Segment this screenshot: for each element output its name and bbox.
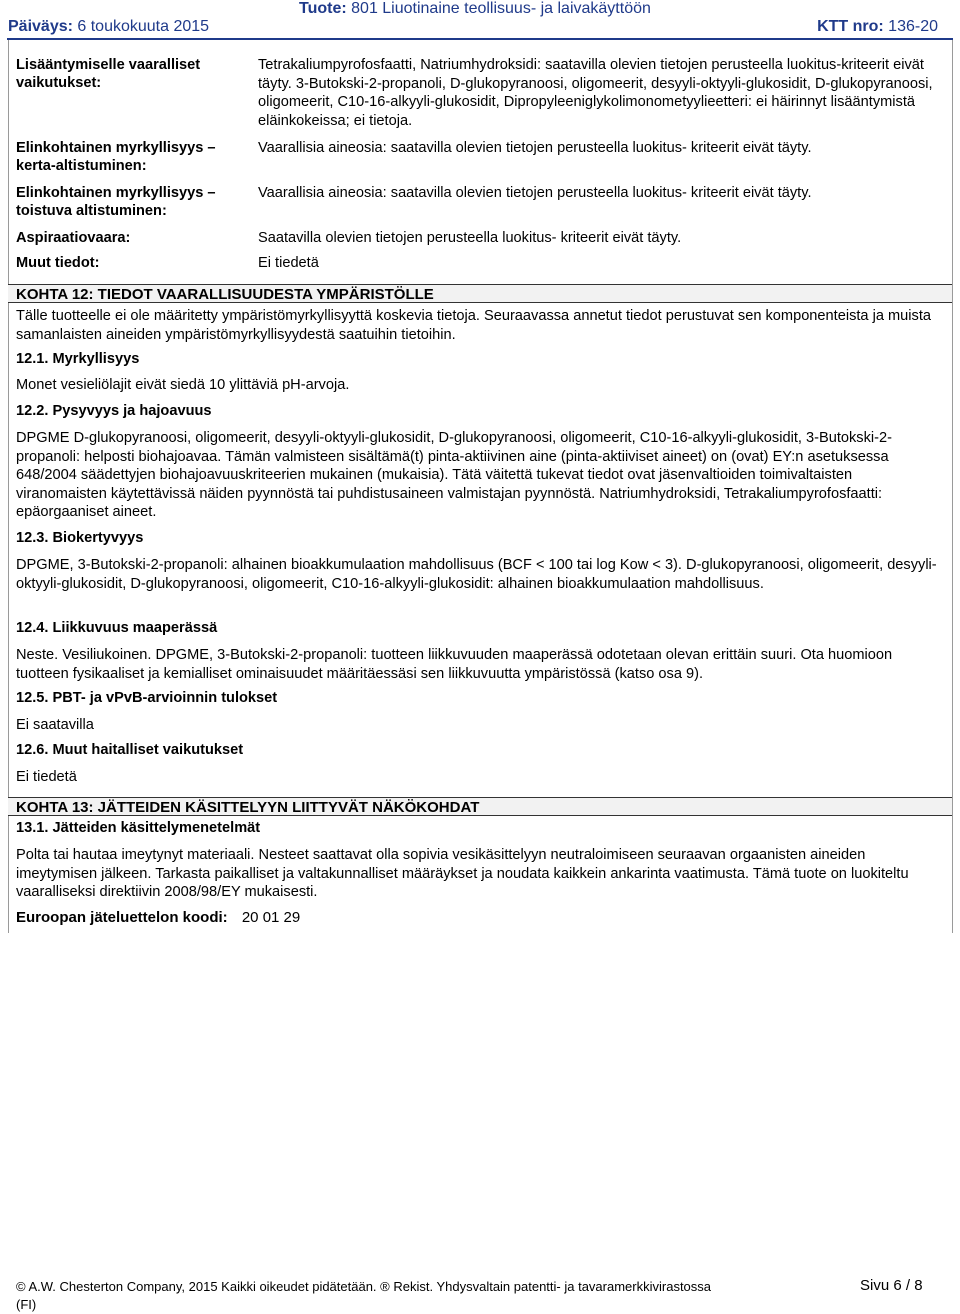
subsection-12-4-text: Neste. Vesiliukoinen. DPGME, 3-Butokski-2-propanoli: tuotteen liikkuvuuden maaperässä odotetaan olevan erittäin suuri. Ota huomioon tuotteen fysikaaliset ja kemialliset ominaisuudet määritäessäsi sen liikkuvuutta ympäristössä (katso osa 9). — [16, 647, 893, 682]
section-13-heading: KOHTA 13: JÄTTEIDEN KÄSITTELYYN LIITTYVÄT NÄKÖKOHDAT — [8, 797, 952, 816]
date-value: 6 toukokuuta 2015 — [77, 18, 210, 35]
aspiration-value: Saatavilla olevien tietojen perusteella luokitus- kriteerit eivät täyty. — [258, 230, 682, 246]
date-label: Päiväys: — [8, 18, 73, 35]
single-exposure-value: Vaarallisia aineosia: saatavilla olevien tietojen perusteella luokitus- kriteerit eivät täyty. — [258, 140, 812, 156]
ktt-label: KTT nro: — [817, 18, 884, 35]
single-exposure-label: Elinkohtainen myrkyllisyys – kerta-altistuminen: — [16, 140, 216, 174]
subsection-12-3-text: DPGME, 3-Butokski-2-propanoli: alhainen bioakkumulaation mahdollisuus (BCF < 100 tai log Kow < 3). D-glukopyranoosi, oligomeerit, desyyli-oktyyli-glukosidit, D-glukopyranoosi, oligomeerit, C10-16-alkyyli-glukosidit: alhainen bioakkumulaation mahdollisuus. — [16, 557, 937, 592]
aspiration-label: Aspiraatiovaara: — [16, 230, 131, 246]
subsection-12-3-title: 12.3. Biokertyvyys — [16, 530, 144, 546]
right-border — [952, 40, 953, 933]
subsection-12-4-title: 12.4. Liikkuvuus maaperässä — [16, 620, 218, 636]
subsection-12-6-title: 12.6. Muut haitalliset vaikutukset — [16, 742, 244, 758]
section-12-intro: Tälle tuotteelle ei ole määritetty ympäristömyrkyllisyyttä koskevia tietoja. Seuraavassa annetut tiedot perustuvat sen komponenteista ja muista samanlaisten aineiden ympäristömyrkyllisyydestä saatuihin tietoihin. — [16, 308, 931, 343]
repeated-exposure-label: Elinkohtainen myrkyllisyys – toistuva altistuminen: — [16, 185, 216, 219]
subsection-12-2-text: DPGME D-glukopyranoosi, oligomeerit, desyyli-oktyyli-glukosidit, D-glukopyranoosi, oligomeerit, C10-16-alkyyli-glukosidit, 3-Butokski-2-propanoli: helposti biohajoavaa. Tämän valmisteen sisältämä(t) pinta-aktiivinen aine (pinta-aktiiviset aineet) on (ovat) EY:n asetuksessa 648/2004 säädettyjen biohajoavuuskriteerien mukainen (mukaisia). Tätä väitettä tukevat tiedot ovat jäsenvaltioiden toimivaltaisten viranomaisten käytettävissä näiden pyynnöstä tai puhdistusaineen valmistajan pyynnöstä. Natriumhydroksidi, Tetrakaliumpyrofosfaatti: epäorgaaniset aineet. — [16, 430, 892, 520]
header-product — [299, 0, 651, 18]
repro-value: Tetrakaliumpyrofosfaatti, Natriumhydroksidi: saatavilla olevien tietojen perusteella luokitus-kriteerit eivät täyty. 3-Butokski-2-propanoli, D-glukopyranoosi, oligomeerit, desyyli-oktyyli-glukosidit, D-glukopyranoosi, oligomeerit, C10-16-alkyyli-glukosidit, Dipropyleeniglykolimonometyylieetteri: ei häirinnyt lisääntymistä eläinkokeissa; ei tietoja. — [258, 57, 933, 129]
page-number: Sivu 6 / 8 — [860, 1277, 923, 1294]
waste-code-row — [16, 909, 946, 928]
other-info-value: Ei tiedetä — [258, 255, 319, 271]
header-divider — [7, 38, 953, 40]
subsection-12-6-text: Ei tiedetä — [16, 769, 77, 785]
locale-text: (FI) — [16, 1297, 37, 1312]
other-info-label: Muut tiedot: — [16, 255, 100, 271]
subsection-12-1-text: Monet vesieliölajit eivät siedä 10 ylittäviä pH-arvoja. — [16, 377, 350, 393]
section-12-heading: KOHTA 12: TIEDOT VAARALLISUUDESTA YMPÄRISTÖLLE — [8, 284, 952, 303]
product-label: Tuote: — [299, 0, 347, 17]
header-date — [8, 18, 209, 36]
subsection-12-5-title: 12.5. PBT- ja vPvB-arvioinnin tulokset — [16, 690, 278, 706]
repro-label: Lisääntymiselle vaaralliset vaikutukset: — [16, 57, 201, 91]
ktt-value: 136-20 — [888, 18, 938, 35]
subsection-12-5-text: Ei saatavilla — [16, 717, 94, 733]
product-value: 801 Liuotinaine teollisuus- ja laivakäyttöön — [351, 0, 651, 17]
waste-code-label: Euroopan jäteluettelon koodi: — [16, 909, 228, 926]
footer-copyright — [16, 1278, 711, 1314]
header-ktt — [817, 18, 938, 36]
repeated-exposure-value: Vaarallisia aineosia: saatavilla olevien tietojen perusteella luokitus- kriteerit eivät täyty. — [258, 185, 812, 201]
subsection-13-1-title: 13.1. Jätteiden käsittelymenetelmät — [16, 820, 261, 836]
subsection-13-1-text: Polta tai hautaa imeytynyt materiaali. Nesteet saattavat olla sopivia vesikäsittelyyn neutraloimiseen seuraavan orgaanisten aineiden imeytymisen jälkeen. Tarkasta paikalliset ja valtakunnalliset määräykset ja noudata kaikkein ankarinta vaatimusta. Tämä tuote on luokiteltu vaaralliseksi direktiivin 2008/98/EY mukaisesti. — [16, 847, 909, 900]
subsection-12-1-title: 12.1. Myrkyllisyys — [16, 351, 140, 367]
copyright-text: © A.W. Chesterton Company, 2015 Kaikki oikeudet pidätetään. ® Rekist. Yhdysvaltain patentti- ja tavaramerkkivirastossa — [16, 1279, 712, 1294]
page-header — [0, 0, 960, 40]
waste-code-value: 20 01 29 — [241, 909, 301, 926]
subsection-12-2-title: 12.2. Pysyvyys ja hajoavuus — [16, 403, 212, 419]
